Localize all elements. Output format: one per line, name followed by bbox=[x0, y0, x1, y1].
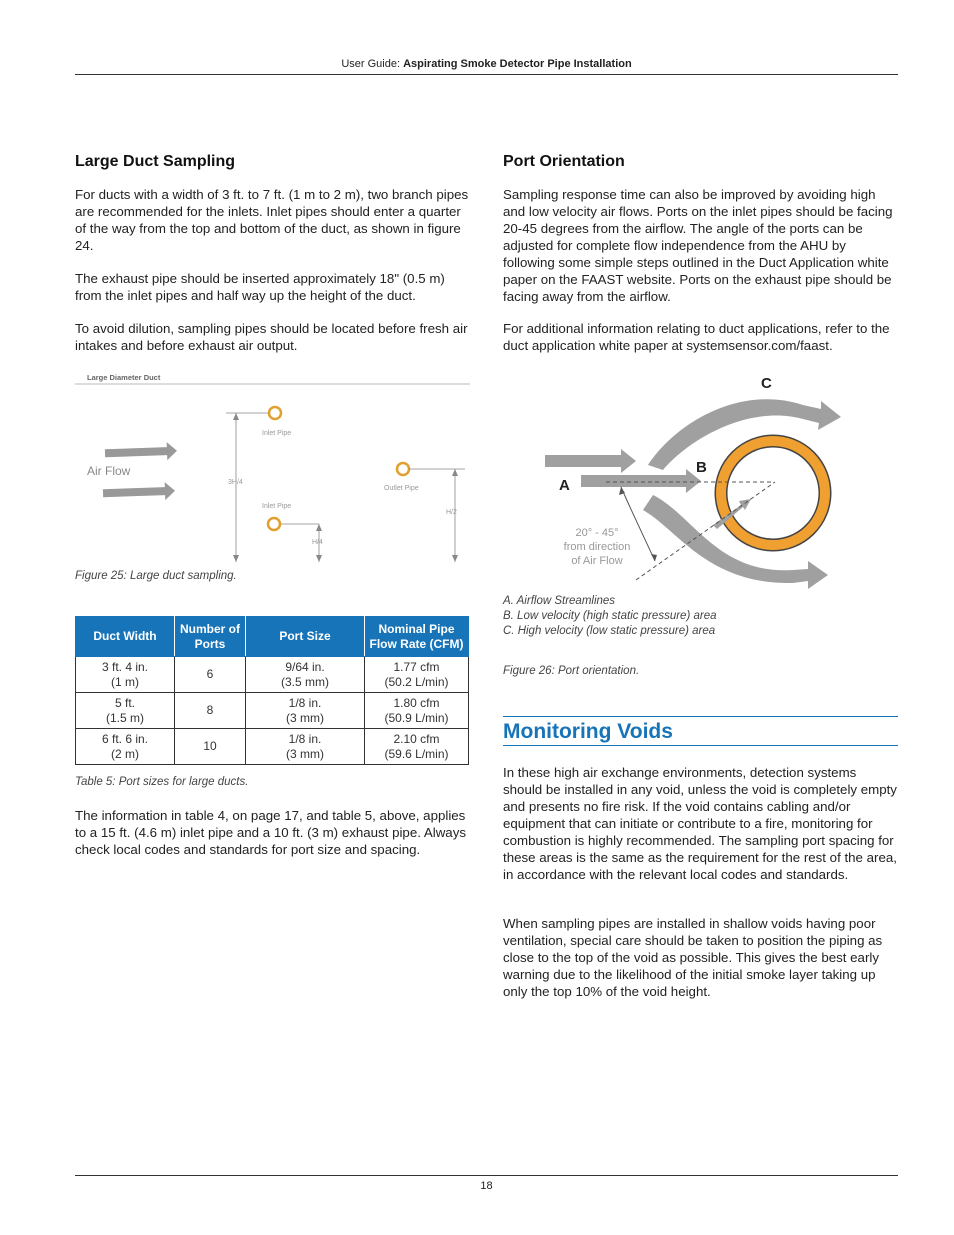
footer-rule bbox=[75, 1175, 898, 1176]
monitoring-voids-p2: When sampling pipes are installed in shallow voids having poor ventilation, special care should be taken to position the piping as close to the top of the void as possible. This gives the best early warning due to the likelihood of the initial smoke layer taking up only the top 10% of the void height. bbox=[503, 916, 883, 999]
table5-caption: Table 5: Port sizes for large ducts. bbox=[75, 776, 249, 788]
outlet-pipe-icon bbox=[397, 463, 409, 475]
table-cell: 1.77 cfm (50.2 L/min) bbox=[365, 657, 469, 693]
angle-label-line1: 20° - 45° bbox=[575, 527, 619, 539]
pipe-ring-icon bbox=[721, 441, 825, 545]
col-number-ports: Number of Ports bbox=[175, 617, 246, 657]
inlet-pipe-top-label: Inlet Pipe bbox=[262, 430, 292, 437]
page-header bbox=[75, 58, 898, 70]
table-cell: 1/8 in. (3 mm) bbox=[246, 693, 365, 729]
port-orientation-p1: Sampling response time can also be improved by avoiding high and low velocity air flows. Ports on the inlet pipes should be facing 20-45 degrees from the airflow. The angle of the ports can be adjusted for complete flow independence from the AHU by following some simple steps outlined in the Duct Application white paper on the FAAST website. Ports on the exhaust pipe should be facing away from the airflow. bbox=[503, 187, 893, 304]
angle-label-line3: of Air Flow bbox=[571, 555, 623, 567]
header-rule bbox=[75, 74, 898, 75]
monitoring-voids-title: Monitoring Voids bbox=[503, 720, 673, 743]
table-cell: 6 bbox=[175, 657, 246, 693]
table-cell: 8 bbox=[175, 693, 246, 729]
figure26-legend bbox=[503, 594, 716, 639]
label-a: A bbox=[559, 477, 570, 494]
airflow-arrow-a2 bbox=[581, 469, 701, 493]
dashed-angle bbox=[636, 482, 775, 580]
duct-title: Large Diameter Duct bbox=[87, 373, 161, 382]
large-duct-p2: The exhaust pipe should be inserted approximately 18" (0.5 m) from the inlet pipes and half way up the height of the duct. bbox=[75, 271, 445, 303]
table-cell: 5 ft. (1.5 m) bbox=[76, 693, 175, 729]
airflow-arrow-a1 bbox=[545, 449, 636, 473]
header-prefix: User Guide: bbox=[341, 58, 401, 70]
col-port-size: Port Size bbox=[246, 617, 365, 657]
label-c: C bbox=[761, 375, 772, 392]
monitoring-voids-p1: In these high air exchange environments, detection systems should be installed in any void, unless the void is completely empty and presents no fire risk. If the void contains cabling and/or equipment that can initiate or contribute to a fire, monitoring for combustion is highly recommended. The sampling port spacing for these areas is the same as the requirement for the rest of the area, in accordance with the relevant local codes and standards. bbox=[503, 765, 897, 882]
table-header-row bbox=[76, 617, 469, 657]
inlet-pipe-top-icon bbox=[269, 407, 281, 419]
large-duct-heading: Large Duct Sampling bbox=[75, 153, 236, 170]
large-duct-p4: The information in table 4, on page 17, and table 5, above, applies to a 15 ft. (4.6 m) inlet pipe and a 10 ft. (3 m) exhaust pipe. Always check local codes and standards for port size and spacing. bbox=[75, 808, 466, 857]
port-orientation-heading: Port Orientation bbox=[503, 153, 625, 170]
inlet-pipe-bottom-icon bbox=[268, 518, 280, 530]
table-row bbox=[76, 657, 469, 693]
table-row bbox=[76, 729, 469, 765]
monitoring-voids-title-bar bbox=[503, 716, 898, 746]
air-flow-label: Air Flow bbox=[87, 464, 131, 478]
port-sizes-table bbox=[75, 616, 469, 765]
airflow-arrow-top bbox=[105, 442, 178, 463]
table-cell: 6 ft. 6 in. (2 m) bbox=[76, 729, 175, 765]
table-row bbox=[76, 693, 469, 729]
dim-3h4-label: 3H/4 bbox=[228, 479, 243, 486]
dim-h2-label: H/2 bbox=[446, 509, 457, 516]
table-cell: 3 ft. 4 in. (1 m) bbox=[76, 657, 175, 693]
col-flow-rate: Nominal Pipe Flow Rate (CFM) bbox=[365, 617, 469, 657]
legend-item: C. High velocity (low static pressure) area bbox=[503, 625, 716, 637]
figure26-caption: Figure 26: Port orientation. bbox=[503, 665, 640, 677]
table-cell: 2.10 cfm (59.6 L/min) bbox=[365, 729, 469, 765]
large-duct-figure bbox=[75, 368, 470, 568]
dim-h4-label: H/4 bbox=[312, 539, 323, 546]
table-cell: 10 bbox=[175, 729, 246, 765]
large-duct-p3: To avoid dilution, sampling pipes should be located before fresh air intakes and before exhaust air output. bbox=[75, 321, 468, 353]
airflow-arrow-bottom bbox=[103, 482, 176, 503]
port-orientation-p2: For additional information relating to duct applications, refer to the duct application white paper at systemsensor.com/faast. bbox=[503, 321, 890, 353]
page-number: 18 bbox=[480, 1180, 493, 1192]
angle-label-line2: from direction bbox=[563, 541, 631, 553]
port-orientation-figure bbox=[503, 365, 898, 590]
header-title: Aspirating Smoke Detector Pipe Installation bbox=[403, 58, 632, 70]
table-cell: 1/8 in. (3 mm) bbox=[246, 729, 365, 765]
legend-item: B. Low velocity (high static pressure) area bbox=[503, 610, 717, 622]
large-duct-p1: For ducts with a width of 3 ft. to 7 ft. (1 m to 2 m), two branch pipes are recommended for the inlets. Inlet pipes should enter a quarter of the way from the top and bottom of the duct, as shown in figure 24. bbox=[75, 187, 469, 253]
col-duct-width: Duct Width bbox=[76, 617, 175, 657]
label-b: B bbox=[696, 459, 707, 476]
inlet-pipe-bottom-label: Inlet Pipe bbox=[262, 503, 292, 510]
table-cell: 9/64 in. (3.5 mm) bbox=[246, 657, 365, 693]
legend-item: A. Airflow Streamlines bbox=[503, 595, 616, 607]
table-cell: 1.80 cfm (50.9 L/min) bbox=[365, 693, 469, 729]
outlet-pipe-label: Outlet Pipe bbox=[384, 485, 419, 492]
figure25-caption: Figure 25: Large duct sampling. bbox=[75, 570, 237, 582]
